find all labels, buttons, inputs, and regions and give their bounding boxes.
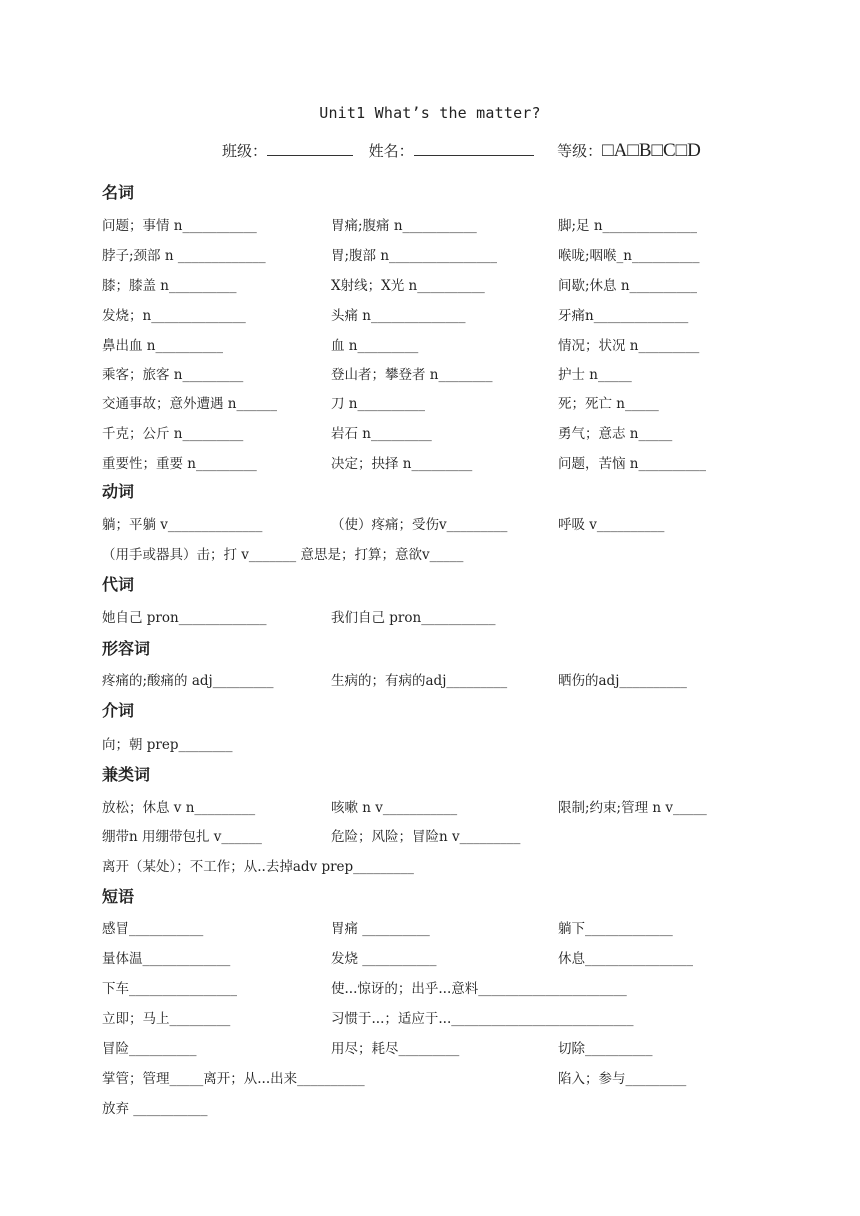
vocab-entry[interactable]: 她自己 pron_____________ [102, 610, 267, 626]
vocab-entry[interactable]: 牙痛n______________ [558, 308, 689, 324]
vocab-row [0, 513, 860, 537]
vocab-entry[interactable]: 生病的；有病的adj_________ [331, 673, 508, 689]
grade-label: 等级： [557, 142, 603, 160]
vocab-entry[interactable]: 限制;约束;管理 n v_____ [558, 800, 707, 816]
vocab-row [0, 422, 860, 446]
vocab-entry[interactable]: 绷带n 用绷带包扎 v______ [102, 829, 262, 845]
vocab-entry[interactable]: 放松；休息 v n_________ [102, 800, 256, 816]
vocab-row [0, 274, 860, 298]
vocab-entry[interactable]: 胃痛;腹痛 n___________ [331, 218, 477, 234]
vocab-entry[interactable]: 向；朝 prep________ [102, 737, 233, 753]
vocab-row [0, 1037, 860, 1061]
vocab-row [0, 543, 860, 567]
vocab-entry[interactable]: （用手或器具）击；打 v_______ 意思是；打算；意欲v_____ [102, 547, 464, 563]
vocab-entry[interactable]: 晒伤的adj__________ [558, 673, 687, 689]
vocab-entry[interactable]: 用尽；耗尽_________ [331, 1041, 460, 1057]
section-heading: 动词 [102, 482, 135, 501]
section-heading: 短语 [102, 887, 135, 906]
vocab-entry[interactable]: 勇气；意志 n_____ [558, 426, 673, 442]
vocab-entry[interactable]: X射线；X光 n__________ [331, 278, 485, 294]
vocab-row [0, 669, 860, 693]
vocab-entry[interactable]: 胃;腹部 n________________ [331, 248, 498, 264]
vocab-row [0, 452, 860, 476]
vocab-entry[interactable]: 躺；平躺 v______________ [102, 517, 263, 533]
name-blank[interactable] [414, 140, 534, 156]
section-heading: 兼类词 [102, 765, 151, 784]
vocab-row [0, 606, 860, 630]
vocab-entry[interactable]: （使）疼痛；受伤v_________ [331, 517, 508, 533]
vocab-row [0, 214, 860, 238]
vocab-entry[interactable]: 陷入；参与_________ [558, 1071, 687, 1087]
vocab-entry[interactable]: 危险；风险；冒险n v_________ [331, 829, 521, 845]
vocab-entry[interactable]: 脖子;颈部 n _____________ [102, 248, 266, 264]
section-heading: 形容词 [102, 639, 151, 658]
vocab-entry[interactable]: 发烧 ___________ [331, 951, 437, 967]
vocab-entry[interactable]: 千克；公斤 n_________ [102, 426, 244, 442]
vocab-entry[interactable]: 发烧；n______________ [102, 308, 246, 324]
vocab-row [0, 796, 860, 820]
vocab-row [0, 917, 860, 941]
vocab-entry[interactable]: 切除__________ [558, 1041, 653, 1057]
vocab-row [0, 392, 860, 416]
vocab-row [0, 947, 860, 971]
vocab-entry[interactable]: 脚;足 n______________ [558, 218, 698, 234]
vocab-row [0, 363, 860, 387]
section-heading: 代词 [102, 575, 135, 594]
vocab-row [0, 304, 860, 328]
vocab-entry[interactable]: 刀 n__________ [331, 396, 425, 412]
vocab-row [0, 1097, 860, 1121]
vocab-row [0, 1067, 860, 1091]
vocab-entry[interactable]: 疼痛的;酸痛的 adj_________ [102, 673, 274, 689]
vocab-row [0, 855, 860, 879]
class-label: 班级： [222, 142, 268, 160]
vocab-entry[interactable]: 量体温_____________ [102, 951, 231, 967]
vocab-row [0, 825, 860, 849]
vocab-row [0, 1007, 860, 1031]
vocab-entry[interactable]: 血 n_________ [331, 338, 419, 354]
vocab-entry[interactable]: 护士 n_____ [558, 367, 632, 383]
vocab-entry[interactable]: 乘客；旅客 n_________ [102, 367, 244, 383]
vocab-entry[interactable]: 胃痛 __________ [331, 921, 430, 937]
vocab-entry[interactable]: 冒险__________ [102, 1041, 197, 1057]
vocab-entry[interactable]: 呼吸 v__________ [558, 517, 665, 533]
vocab-entry[interactable]: 鼻出血 n__________ [102, 338, 223, 354]
vocab-entry[interactable]: 立即；马上_________ [102, 1011, 231, 1027]
vocab-entry[interactable]: 决定；抉择 n_________ [331, 456, 473, 472]
page-title: Unit1 What’s the matter? [319, 104, 541, 122]
vocab-row [0, 244, 860, 268]
vocab-entry[interactable]: 放弃 ___________ [102, 1101, 208, 1117]
vocab-entry[interactable]: 间歇;休息 n__________ [558, 278, 698, 294]
vocab-entry[interactable]: 习惯于...；适应于...___________________________ [331, 1011, 634, 1027]
class-blank[interactable] [267, 140, 353, 156]
grade-options[interactable]: □A□B□C□D [602, 140, 701, 161]
vocab-entry[interactable]: 喉咙;咽喉_n__________ [558, 248, 700, 264]
vocab-entry[interactable]: 情况；状况 n_________ [558, 338, 700, 354]
name-label: 姓名： [368, 142, 414, 160]
vocab-entry[interactable]: 掌管；管理_____离开；从...出来__________ [102, 1071, 365, 1087]
vocab-entry[interactable]: 感冒___________ [102, 921, 204, 937]
vocab-entry[interactable]: 死；死亡 n_____ [558, 396, 659, 412]
student-info-line [222, 140, 701, 162]
vocab-row [0, 733, 860, 757]
section-heading: 介词 [102, 701, 135, 720]
vocab-entry[interactable]: 躺下_____________ [558, 921, 673, 937]
vocab-entry[interactable]: 膝；膝盖 n__________ [102, 278, 237, 294]
vocab-row [0, 977, 860, 1001]
vocab-entry[interactable]: 头痛 n______________ [331, 308, 466, 324]
vocab-entry[interactable]: 问题；事情 n___________ [102, 218, 257, 234]
vocab-entry[interactable]: 重要性；重要 n_________ [102, 456, 257, 472]
vocab-entry[interactable]: 我们自己 pron___________ [331, 610, 496, 626]
vocab-entry[interactable]: 下车________________ [102, 981, 237, 997]
vocab-entry[interactable]: 交通事故；意外遭遇 n______ [102, 396, 277, 412]
section-heading: 名词 [102, 183, 135, 202]
vocab-entry[interactable]: 问题，苦恼 n__________ [558, 456, 706, 472]
vocab-entry[interactable]: 登山者；攀登者 n________ [331, 367, 493, 383]
vocab-entry[interactable]: 岩石 n_________ [331, 426, 432, 442]
vocab-entry[interactable]: 咳嗽 n v___________ [331, 800, 458, 816]
vocab-row [0, 334, 860, 358]
vocab-entry[interactable]: 使...惊讶的；出乎...意料______________________ [331, 981, 627, 997]
vocab-entry[interactable]: 离开（某处）；不工作；从..去掉adv prep_________ [102, 859, 414, 875]
vocab-entry[interactable]: 休息________________ [558, 951, 693, 967]
